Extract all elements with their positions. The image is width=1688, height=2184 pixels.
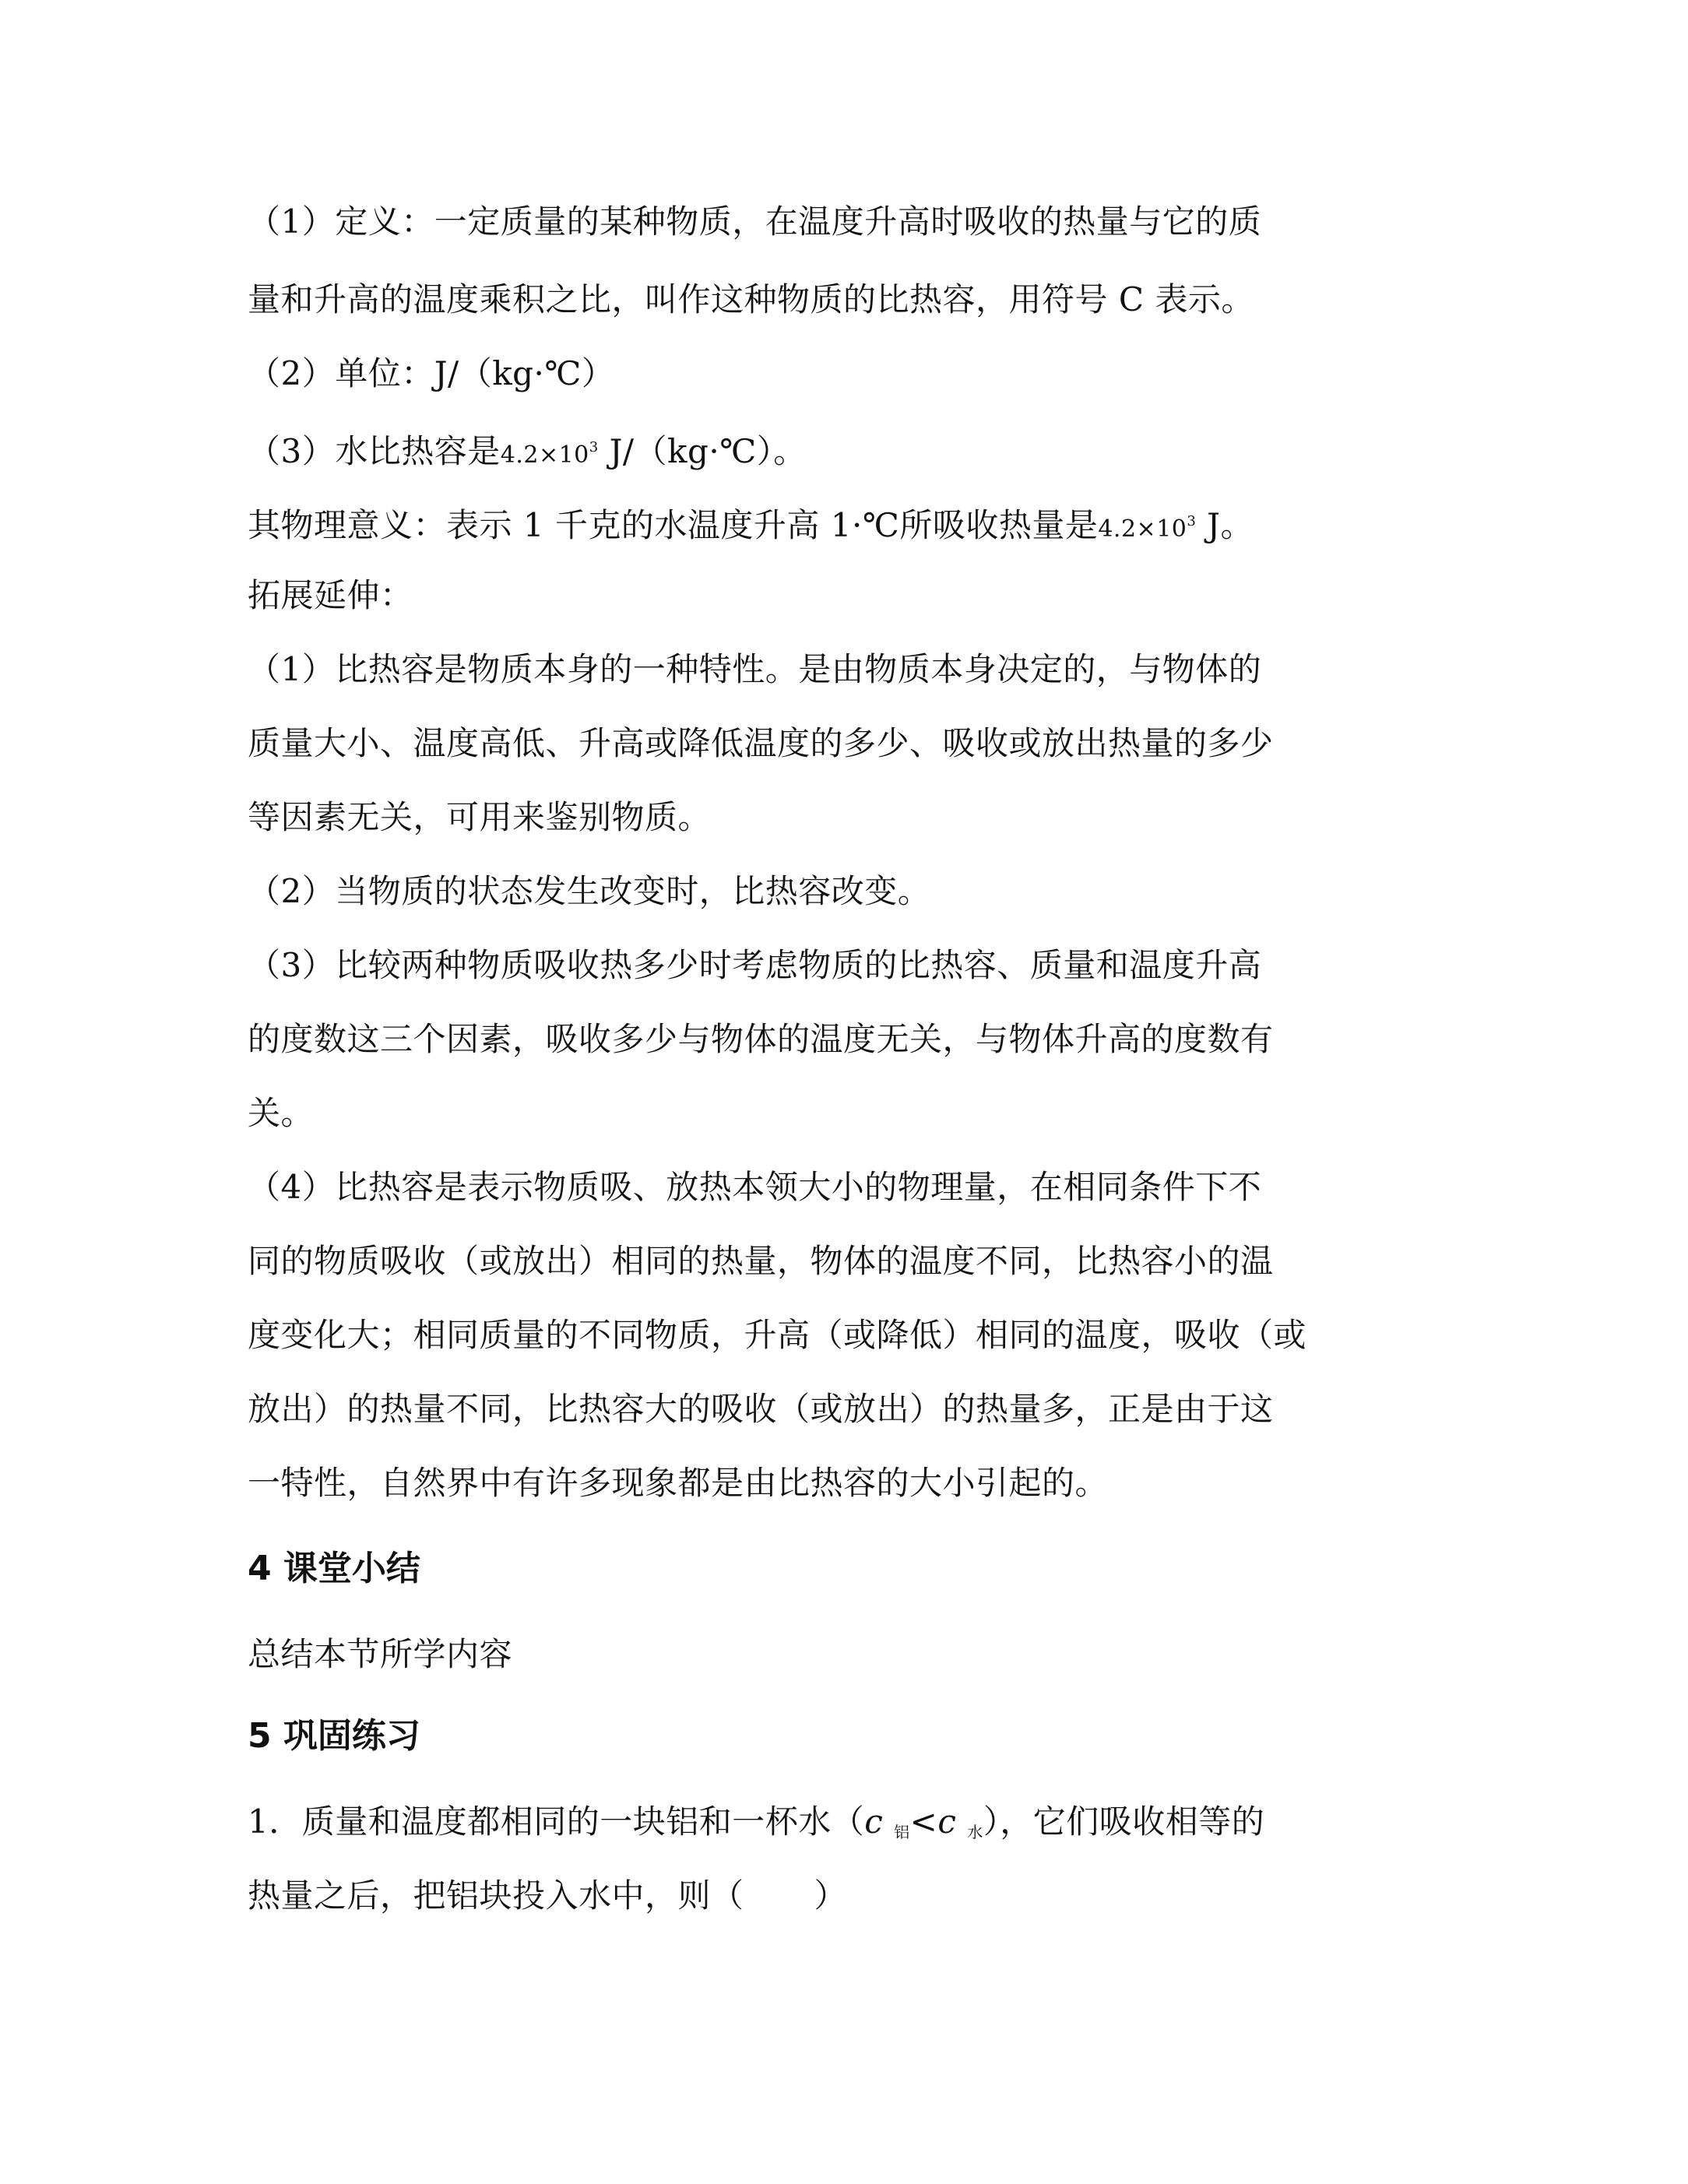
less-than-sign: < [909, 1802, 938, 1841]
extension-4-line-1: （4）比热容是表示物质吸、放热本领大小的物理量，在相同条件下不 [248, 1168, 1262, 1206]
question-1-line-2-prefix: 热量之后，把铝块投入水中，则（ [248, 1876, 744, 1915]
section-4-body: 总结本节所学内容 [248, 1635, 513, 1673]
water-prefix: （3）水比热容是 [248, 432, 501, 470]
meaning-value-exponent: 3 [1187, 513, 1197, 529]
water-subscript: 水 [967, 1823, 983, 1841]
water-specific-heat-line [248, 424, 807, 479]
extension-4-line-4: 放出）的热量不同，比热容大的吸收（或放出）的热量多，正是由于这 [248, 1390, 1274, 1428]
physical-meaning-line [248, 498, 1254, 553]
question-1-suffix: ），它们吸收相等的 [983, 1802, 1265, 1841]
extension-1-line-2: 质量大小、温度高低、升高或降低温度的多少、吸收或放出热量的多少 [248, 724, 1274, 762]
extension-4-line-2: 同的物质吸收（或放出）相同的热量，物体的温度不同，比热容小的温 [248, 1242, 1274, 1280]
water-value [501, 441, 599, 469]
extension-1-line-3: 等因素无关，可用来鉴别物质。 [248, 798, 712, 836]
extension-4-line-3: 度变化大；相同质量的不同物质，升高（或降低）相同的温度，吸收（或 [248, 1316, 1307, 1354]
question-1-prefix: 1．质量和温度都相同的一块铝和一杯水（ [248, 1802, 865, 1841]
c-symbol-aluminum: c [864, 1802, 884, 1841]
c-symbol-water: c [937, 1802, 957, 1841]
section-5-heading: 5 巩固练习 [248, 1716, 420, 1756]
water-value-base: 4.2×10 [500, 441, 589, 469]
question-1-line-2 [248, 1873, 847, 1919]
meaning-suffix: J。 [1196, 506, 1254, 544]
extension-3-line-1: （3）比较两种物质吸收热多少时考虑物质的比热容、质量和温度升高 [248, 946, 1262, 984]
extension-3-line-2: 的度数这三个因素，吸收多少与物体的温度无关，与物体升高的度数有 [248, 1020, 1274, 1058]
extension-2-line: （2）当物质的状态发生改变时，比热容改变。 [248, 872, 931, 910]
meaning-prefix: 其物理意义：表示 1 千克的水温度升高 1·℃所吸收热量是 [248, 506, 1099, 544]
extension-4-line-5: 一特性，自然界中有许多现象都是由比热容的大小引起的。 [248, 1464, 1109, 1502]
question-1-line-2-suffix: ） [814, 1876, 848, 1915]
water-value-exponent: 3 [589, 439, 599, 455]
meaning-value [1098, 515, 1196, 543]
extension-1-line-1: （1）比热容是物质本身的一种特性。是由物质本身决定的，与物体的 [248, 650, 1262, 688]
unit-line: （2）单位：J/（kg·℃） [248, 354, 615, 392]
extension-title: 拓展延伸： [248, 576, 413, 614]
aluminum-subscript: 铝 [894, 1823, 910, 1841]
question-1-line-1 [248, 1799, 1264, 1855]
meaning-value-base: 4.2×10 [1098, 515, 1187, 543]
definition-line-1: （1）定义：一定质量的某种物质，在温度升高时吸收的热量与它的质 [248, 202, 1262, 241]
extension-3-line-3: 关。 [248, 1094, 315, 1132]
section-4-heading: 4 课堂小结 [248, 1549, 420, 1588]
water-suffix: J/（kg·℃）。 [598, 432, 807, 470]
definition-line-2: 量和升高的温度乘积之比，叫作这种物质的比热容，用符号 C 表示。 [248, 280, 1254, 318]
